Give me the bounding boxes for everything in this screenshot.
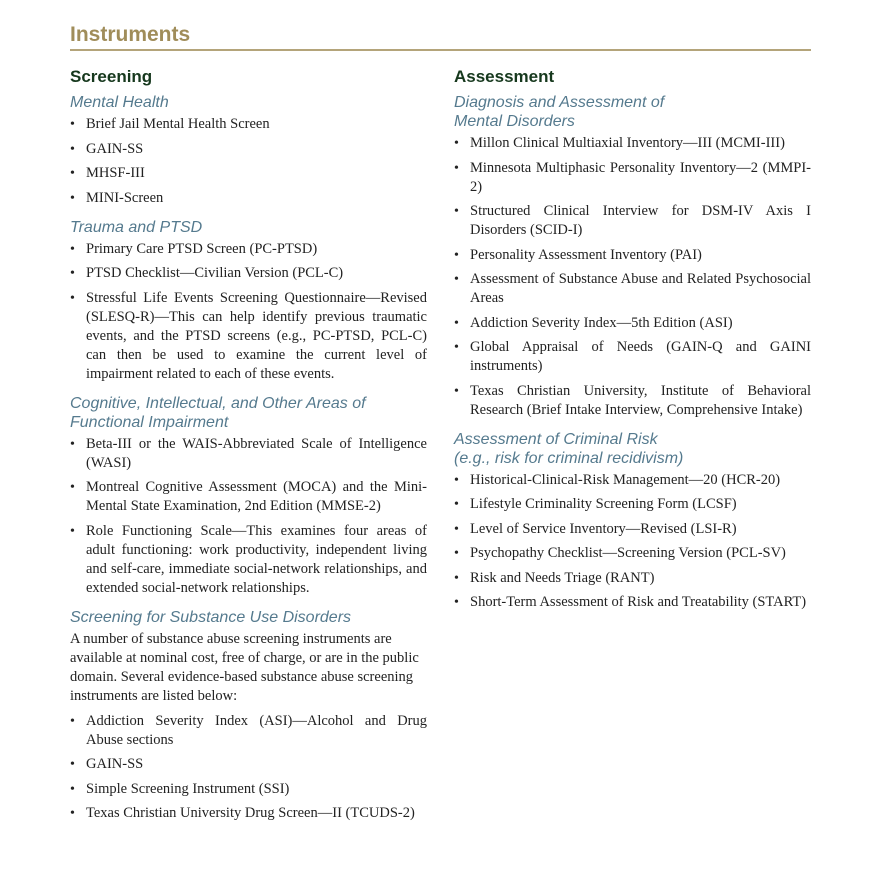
diagnosis-subheading xyxy=(454,93,811,131)
screening-column xyxy=(70,66,427,833)
criminal-risk-subheading xyxy=(454,430,811,468)
screening-heading: Screening xyxy=(70,67,153,86)
criminal-risk-list xyxy=(454,471,811,613)
list-item: • Montreal Cognitive Assessment (MOCA) and the Mini-Mental State Examination, 2nd Edition (MMSE-2) xyxy=(70,478,427,516)
list-item: • Addiction Severity Index—5th Edition (ASI) xyxy=(454,314,811,333)
diagnosis-list xyxy=(454,134,811,420)
list-item: • Global Appraisal of Needs (GAIN-Q and GAINI instruments) xyxy=(454,338,811,376)
criminal-risk-subheading-line2: (e.g., risk for criminal recidivism) xyxy=(454,449,684,467)
cognitive-list xyxy=(70,435,427,598)
mental-health-subheading: Mental Health xyxy=(70,94,169,111)
list-item: • GAIN-SS xyxy=(70,140,427,159)
list-item: • Stressful Life Events Screening Questionnaire—Revised (SLESQ-R)—This can help identify previous traumatic events, and the PTSD screens (e.g., PC-PTSD, PCL-C) can then be used to examine the current level of impairment related to each of these events. xyxy=(70,289,427,384)
list-item: • Minnesota Multiphasic Personality Inventory—2 (MMPI-2) xyxy=(454,159,811,197)
list-item: • Millon Clinical Multiaxial Inventory—III (MCMI-III) xyxy=(454,134,811,153)
list-item: • GAIN-SS xyxy=(70,755,427,774)
substance-use-subheading: Screening for Substance Use Disorders xyxy=(70,608,352,626)
list-item: • Historical-Clinical-Risk Management—20 (HCR-20) xyxy=(454,471,811,490)
list-item: • Brief Jail Mental Health Screen xyxy=(70,115,427,134)
list-item: • Psychopathy Checklist—Screening Version (PCL-SV) xyxy=(454,544,811,563)
page-title: Instruments xyxy=(70,23,191,46)
diagnosis-subheading-line1: Diagnosis and Assessment of xyxy=(454,94,665,111)
assessment-column xyxy=(454,66,811,622)
title-rule xyxy=(70,49,811,51)
diagnosis-subheading-line2: Mental Disorders xyxy=(454,113,575,130)
cognitive-subheading: Cognitive, Intellectual, and Other Areas of Functional Impairment xyxy=(70,394,366,431)
list-item: • Risk and Needs Triage (RANT) xyxy=(454,569,811,588)
list-item: • Short-Term Assessment of Risk and Treatability (START) xyxy=(454,593,811,612)
assessment-heading: Assessment xyxy=(454,67,555,86)
list-item: • Primary Care PTSD Screen (PC-PTSD) xyxy=(70,240,427,259)
trauma-ptsd-subheading: Trauma and PTSD xyxy=(70,218,203,236)
list-item: • PTSD Checklist—Civilian Version (PCL-C) xyxy=(70,264,427,283)
substance-use-paragraph: A number of substance abuse screening instruments are available at nominal cost, free of charge, or are in the public domain. Several evidence-based substance abuse screening instruments are listed below: xyxy=(70,630,419,704)
criminal-risk-subheading-line1: Assessment of Criminal Risk xyxy=(454,430,658,448)
list-item: • Level of Service Inventory—Revised (LSI-R) xyxy=(454,520,811,539)
list-item: • Simple Screening Instrument (SSI) xyxy=(70,780,427,799)
list-item: • MHSF-III xyxy=(70,164,427,183)
list-item: • Personality Assessment Inventory (PAI) xyxy=(454,246,811,265)
trauma-ptsd-list xyxy=(70,240,427,384)
list-item: • Addiction Severity Index (ASI)—Alcohol and Drug Abuse sections xyxy=(70,712,427,750)
mental-health-list xyxy=(70,115,427,208)
list-item: • Assessment of Substance Abuse and Related Psychosocial Areas xyxy=(454,270,811,308)
list-item: • Structured Clinical Interview for DSM-IV Axis I Disorders (SCID-I) xyxy=(454,202,811,240)
list-item: • MINI-Screen xyxy=(70,189,427,208)
list-item: • Lifestyle Criminality Screening Form (LCSF) xyxy=(454,495,811,514)
substance-use-list xyxy=(70,712,427,824)
list-item: • Role Functioning Scale—This examines four areas of adult functioning: work productivity, independent living and self-care, immediate social-network relationships, and extended social-network relationships. xyxy=(70,522,427,598)
list-item: • Texas Christian University Drug Screen—II (TCUDS-2) xyxy=(70,804,427,823)
list-item: • Texas Christian University, Institute of Behavioral Research (Brief Intake Interview, Comprehensive Intake) xyxy=(454,382,811,420)
list-item: • Beta-III or the WAIS-Abbreviated Scale of Intelligence (WASI) xyxy=(70,435,427,473)
instruments-page xyxy=(70,22,811,821)
